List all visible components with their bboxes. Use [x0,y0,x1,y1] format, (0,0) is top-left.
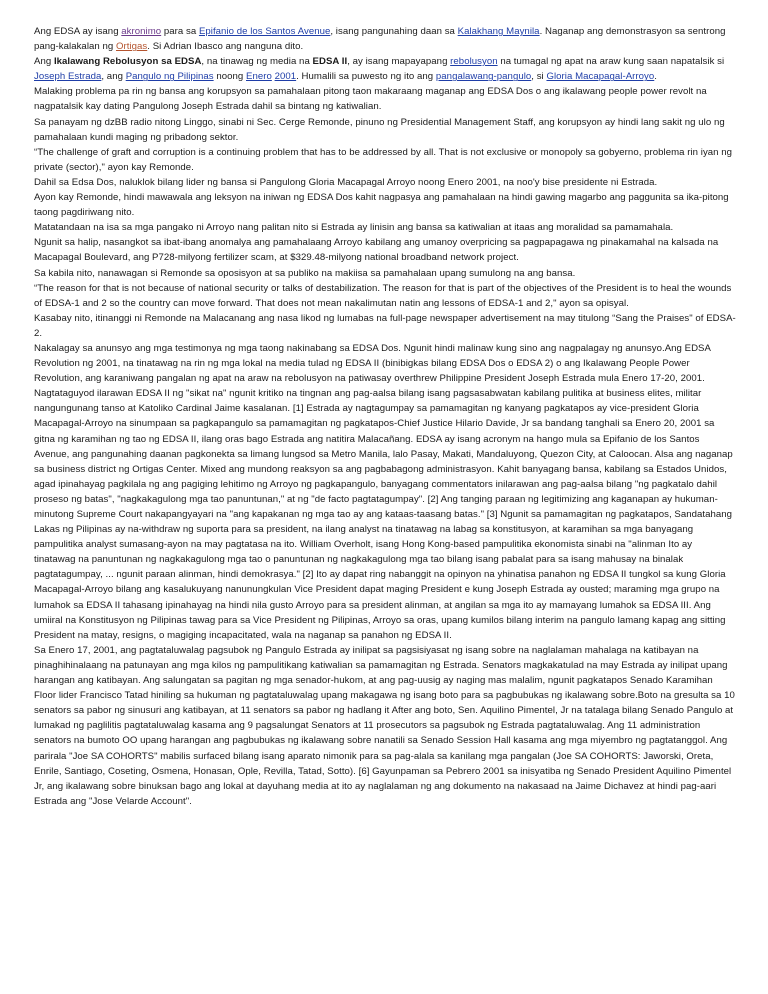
paragraph: Nakalagay sa anunsyo ang mga testimonya ng mga taong nakinabang sa EDSA Dos. Ngunit hindi malinaw kung sino ang nagpalagay ng anunsyo.Ang EDSA Revolution ng 2001, na tinatawag na rin ng mga lokal na media tulad ng EDSA II (binibigkas bilang EDSA Dos o EDSA 2) o ang Ikalawang People Power Revolution, ang karaniwang pangalan ng apat na araw na rebolusyon na patiwasay overthrew Philippine President Joseph Estrada mula Enero 17-20, 2001. Nagtataguyod ilarawan EDSA II ng "sikat na" ngunit kritiko na tingnan ang pag-aalsa bilang isang pagsasabwatan kabilang pulitika at business elites, militar nangungunang tanso at Katoliko Cardinal Jaime kasalanan. [1] Estrada ay nagtagumpay sa pamamagitan ng kanyang pagkatapos ay vice-president Gloria Macapagal-Arroyo na sinumpaan sa pagkapangulo sa pamamagitan ng pagkatapos-Chief Justice Hilario Davide, Jr sa bandang tanghali sa Enero 20, 2001 sa gitna ng karamihan ng tao ng EDSA II, ilang oras bago Estrada ang natitira Malacañang. EDSA ay isang acronym na hango mula sa Epifanio de los Santos Avenue, ang pangunahing daanan pagkonekta sa limang lungsod sa Metro Manila, lalo Pasay, Makati, Mandaluyong, Quezon City, at Caloocan. Alsa ang naganap sa business district ng Ortigas Center. Mixed ang mundong reaksyon sa ang pagbabagong administrasyon. Kahit banyagang bansa, kabilang sa Estados Unidos, agad ipinahayag pagkilala ng ang pagiging lehitimo ng Arroyo ng pagkapangulo, banyagang commentators inilarawan ang pag-aalsa bilang "ng pagkatalo dahil proseso ng batas", "nagkakagulong mga tao panuntunan," at ng "de facto pagtatagumpay". [2] Ang tanging paraan ng legitimizing ang kaganapan ay hukuman-minutong Supreme Court nakapangyayari na "ang kapakanan ng mga tao ay ang kataas-taasang batas." [3] Ngunit sa pamamagitan ng pagkatapos, Sandatahang Lakas ng Pilipinas ay na-withdraw ng suporta para sa president, na ilang analyst na tinatawag na labag sa konstitusyon, at karamihan sa mga banyagang pampulitika analyst sumasang-ayon na may pagtatasa na ito. William Overholt, isang Hong Kong-based pampulitika ekonomista sinabi na "alinman Ito ay tinatawag na panuntunan ng nagkakagulong mga tao o panuntunan ng nagkakagulong mga tao bilang isang pabalat para sa isang mahusay na binalak pagtatagumpay, ... ngunit paraan alinman, hindi demokrasya." [2] Ito ay dapat ring nabanggit na opinyon na yhinatisa panahon ng EDSA II tungkol sa kung Gloria Macapagal-Arroyo bilang ang kasalukuyang nanunungkulan Vice President dapat maging President e kung Joseph Estrada ay ousted; maraming mga grupo na lumahok sa EDSA II tahasang ipinahayag na hindi nila gusto Arroyo para sa president alinman, at angilan sa mga ito ay mamayang lumahok sa EDSA III. Ang umiiral na Konstitusyon ng Pilipinas tawag para sa Vice President ng Pilipinas, Arroyo sa oras, upang kumilos bilang interim na pangulo lamang kapag ang sitting President na matay, resigns, o magiging incapacitated, wala na naganap sa panahon ng EDSA II. [34,342,733,641]
paragraph: Kasabay nito, itinanggi ni Remonde na Malacanang ang nasa likod ng lumabas na full-page newspaper advertisement na may titulong “Sang the Praises" of EDSA-2. [34,312,736,339]
paragraph-quote: “The challenge of graft and corruption is a continuing problem that has to be addressed by all. That is not exclusive or monopoly sa gobyerno, problema rin iyan ng private (sector)," ayon kay Remonde. [34,146,733,173]
link-ortigas[interactable]: Ortigas [115,41,148,53]
link-joseph-estrada[interactable]: Joseph Estrada [34,71,102,83]
text-run: Ang [34,56,54,68]
text-run: . Naganap ang demonstrasyon sa sentrong pang-kalakalan ng [34,26,726,53]
link-epifanio-de-los-santos-avenue[interactable]: Epifanio de los Santos Avenue [198,26,331,37]
paragraph: Matatandaan na isa sa mga pangako ni Arroyo nang palitan nito si Estrada ay linisin ang bansa sa katiwalian at itaas ang moralidad sa pamamahala. [34,222,674,234]
text-run: Ang EDSA ay isang [34,26,122,37]
text-run: . Humalili sa puwesto ng ito ang [296,71,436,83]
text-run: , na tinawag ng media na [201,56,313,68]
text-run: , ay isang mapayapang [347,56,451,68]
text-run: , ang [101,71,126,83]
link-akronimo[interactable]: akronimo [121,26,162,37]
text-run: para sa [161,26,199,37]
text-run: na tumagal ng apat na araw kung saan napatalsik si [497,56,725,68]
paragraph: Sa Enero 17, 2001, ang pagtataluwalag pagsubok ng Pangulo Estrada ay inilipat sa pagsisiyasat ng isang sobre na naglalaman mahalaga na katibayan na pinaghihinalaang na patunayan ang mga kilos ng pampulitikang katiwalian sa pamamagitan ng Estrada. Senators magkakatulad na may Estrada ay inilipat upang harangan ang katibayan. Ang salungatan sa pagitan ng mga senador-hukom, at ang pag-uusig ay naging mas malalim, ngunit pagkatapos Senado Karamihan Floor lider Francisco Tatad hiniling sa hukuman ng pagtataluwalag upang makagawa ng isang boto para sa pagbubukas ng ikalawang sobre.Boto na gresulta sa 10 senators sa pabor ng sinusuri ang katibayan, at 11 senators sa pabor ng hadlang it After ang boto, Sen. Aquilino Pimentel, Jr na tatalaga bilang Senado Pangulo at lumakad ng paglilitis pagtataluwalag kasama ang 9 pagsalungat Senators at 11 prosecutors sa pagsubok ng Estrada pagtataluwalag. Ang 11 administration senators na bumoto OO upang harangan ang pagbubukas ng ikalawang sobre nanatili sa Senado Session Hall kasama ang mga miyembro ng pagtatanggol. Ang parirala "Joe SA COHORTS" mabilis surfaced bilang isang aparato nimonik para sa pag-alala sa kanilang mga pangalan (Joe SA COHORTS: Jaworski, Oreta, Enrile, Santiago, Coseting, Osmena, Honasan, Ople, Revilla, Tatad, Sotto). [6] Gayunpaman sa Pebrero 2001 sa inisyatiba ng Senado President Aquilino Pimentel Jr, ang ikalawang sobre binuksan bago ang lokal at dayuhang media at ito ay naglalaman ng ang dokumento na nakasaad na Jaime Dichavez at hindi pag-aari Estrada ang "Jose Velarde Account". [34,644,735,807]
link-2001[interactable]: 2001 [274,71,297,83]
link-rebolusyon[interactable]: rebolusyon [450,56,498,68]
paragraph: Malaking problema pa rin ng bansa ang korupsyon sa pamahalaan pitong taon makaraang maganap ang EDSA Dos o ang ikalawang people power revolt na nagpatalsik kay dating Pangulong Joseph Estrada dahil sa bintang ng katiwalian. [34,86,707,113]
link-gloria-macapagal-arroyo[interactable]: Gloria Macapagal-Arroyo [546,71,655,83]
text-run: , si [531,71,547,83]
bold-term: EDSA II [312,56,348,68]
paragraph: Sa panayam ng dzBB radio nitong Linggo, sinabi ni Sec. Cerge Remonde, pinuno ng Presidential Management Staff, ang korupsyon ay hindi lang sakit ng ulo ng pamahalaan kundi maging ng pribadong sektor. [34,116,725,143]
paragraph: Ngunit sa halip, nasangkot sa ibat-ibang anomalya ang pamahalaang Arroyo kabilang ang umanoy overpricing sa pagpapagawa ng pinakamahal na kalsada na Macapagal Boulevard, ang P728-milyong fertilizer scam, at $329.48-milyong national broadband network project. [34,237,719,264]
text-run: . [654,71,657,83]
link-pangalawang-pangulo[interactable]: pangalawang-pangulo [435,71,532,83]
paragraph: Dahil sa Edsa Dos, naluklok bilang lider ng bansa si Pangulong Gloria Macapagal Arroyo noong Enero 2001, na noo'y bise presidente ni Estrada. [34,176,658,188]
paragraph: Ayon kay Remonde, hindi mawawala ang leksyon na iniwan ng EDSA Dos kahit nagpasya ang pamahalaan na hindi gawing magarbo ang paggunita sa ika-pitong taong pagdiriwang nito. [34,192,729,219]
paragraph-quote: “The reason for that is not because of national security or talks of destabilization. The reason for that is part of the objectives of the President is to heal the wounds of EDSA-1 and 2 so the country can move forward. That does not mean nakalimutan natin ang lessons of EDSA-1 and 2," ayon sa opisyal. [34,282,732,309]
paragraph-definition [34,54,736,84]
link-enero[interactable]: Enero [246,71,272,83]
text-run: . Si Adrian Ibasco ang nanguna dito. [147,41,304,53]
paragraph: Sa kabila nito, nanawagan si Remonde sa oposisyon at sa publiko na makiisa sa pamahalaan upang sumulong na ang bansa. [34,267,576,279]
link-kalakhang-maynila[interactable]: Kalakhang Maynila [457,26,540,37]
link-pangulo-ng-pilipinas[interactable]: Pangulo ng Pilipinas [125,71,214,83]
text-run: , isang pangunahing daan sa [330,26,458,37]
text-run: noong [213,71,246,83]
bold-term: Ikalawang Rebolusyon sa EDSA [53,56,202,68]
paragraph-intro [34,24,736,54]
